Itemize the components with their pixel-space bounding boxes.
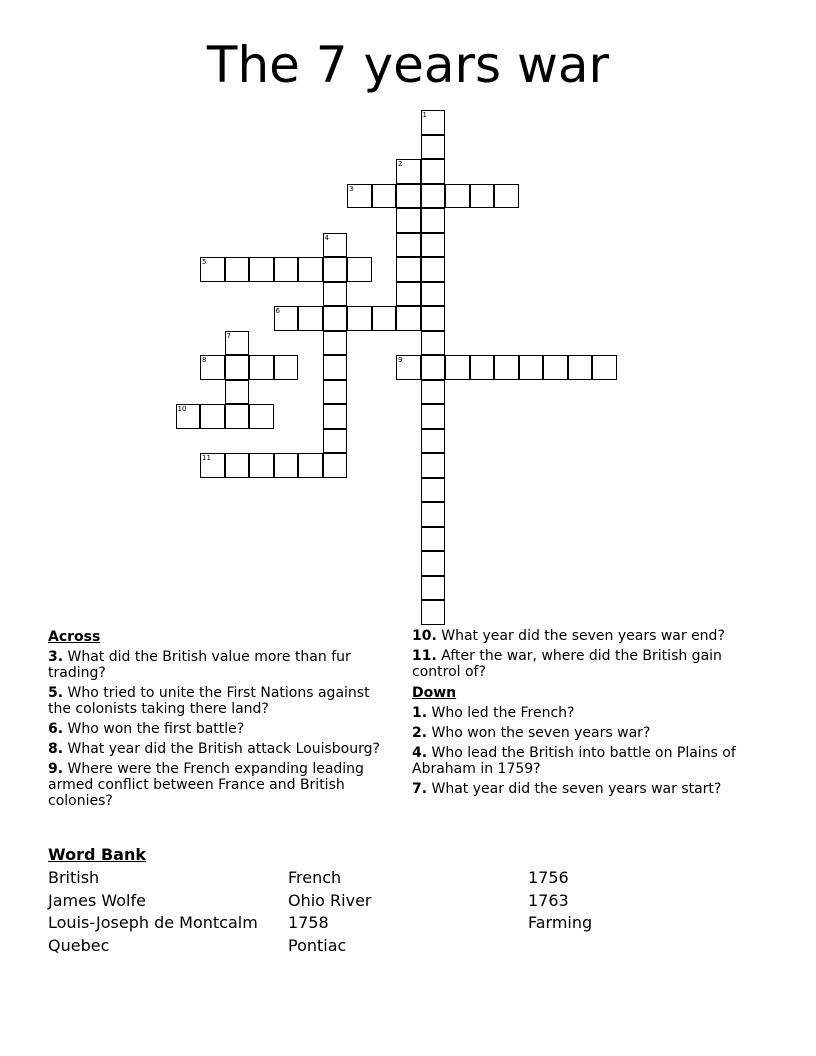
crossword-cell[interactable]: [421, 233, 446, 258]
cell-number: 7: [226, 331, 231, 340]
clue-number: 2.: [412, 725, 428, 741]
word-bank-item: Quebec: [48, 936, 110, 956]
crossword-cell[interactable]: [421, 306, 446, 331]
puzzle-title: The 7 years war: [206, 36, 610, 94]
clue-text: After the war, where did the British gain control of?: [412, 648, 722, 680]
crossword-cell[interactable]: [274, 306, 299, 331]
clue-across-6: [48, 721, 393, 737]
word-bank-column-1: [48, 867, 258, 958]
cell-number: 4: [324, 233, 329, 242]
crossword-cell[interactable]: [421, 184, 446, 209]
clues-left-column: [48, 628, 393, 813]
clue-number: 9.: [48, 761, 64, 777]
word-bank-item: 1758: [288, 913, 329, 933]
crossword-cell[interactable]: [347, 306, 372, 331]
crossword-cell[interactable]: [298, 453, 323, 478]
cell-number: 3: [349, 184, 354, 193]
crossword-cell[interactable]: [323, 282, 348, 307]
clue-text: Who won the seven years war?: [431, 725, 651, 741]
word-bank-column-3: [528, 867, 592, 935]
cell-number: 9: [398, 356, 403, 364]
crossword-cell[interactable]: [176, 404, 201, 429]
crossword-cell[interactable]: [396, 355, 421, 380]
crossword-cell[interactable]: [323, 233, 348, 258]
crossword-cell[interactable]: [592, 355, 617, 380]
crossword-cell[interactable]: [396, 306, 421, 331]
crossword-cell[interactable]: [323, 306, 348, 331]
crossword-cell[interactable]: [347, 257, 372, 282]
crossword-cell[interactable]: [396, 233, 421, 258]
clue-number: 3.: [48, 649, 64, 665]
crossword-cell[interactable]: [396, 159, 421, 184]
crossword-cell[interactable]: [298, 257, 323, 282]
crossword-cell[interactable]: [421, 355, 446, 380]
crossword-cell[interactable]: [323, 429, 348, 454]
clue-across-5: [48, 685, 393, 717]
crossword-cell[interactable]: [323, 453, 348, 478]
crossword-cell[interactable]: [421, 551, 446, 576]
cell-number: 11: [202, 454, 211, 462]
word-bank-column-2: [288, 867, 372, 958]
crossword-cell[interactable]: [323, 380, 348, 405]
clue-text: Where were the French expanding leading armed conflict between France and British colonies?: [48, 761, 364, 809]
clue-text: Who tried to unite the First Nations against the colonists taking there land?: [48, 685, 370, 717]
crossword-cell[interactable]: [421, 331, 446, 356]
clue-number: 7.: [412, 781, 428, 797]
crossword-cell[interactable]: [249, 404, 274, 429]
cell-number: 6: [275, 307, 280, 315]
crossword-cell[interactable]: [323, 331, 348, 356]
clue-down-4: [412, 745, 762, 777]
crossword-cell[interactable]: [323, 355, 348, 380]
crossword-cell[interactable]: [421, 527, 446, 552]
clue-across-9: [48, 761, 393, 809]
down-heading: Down: [412, 685, 457, 701]
cell-number: 10: [177, 405, 187, 413]
crossword-cell[interactable]: [421, 478, 446, 503]
crossword-cell[interactable]: [421, 502, 446, 527]
clue-number: 1.: [412, 705, 428, 721]
clue-number: 8.: [48, 741, 64, 757]
crossword-cell[interactable]: [396, 208, 421, 233]
clue-number: 4.: [412, 745, 428, 761]
word-bank-item: Pontiac: [288, 936, 347, 956]
crossword-cell[interactable]: [421, 600, 446, 625]
clue-down-1: [412, 705, 762, 721]
crossword-cell[interactable]: [470, 184, 495, 209]
crossword-cell[interactable]: [200, 404, 225, 429]
clue-number: 6.: [48, 721, 64, 737]
across-heading: Across: [48, 629, 101, 645]
word-bank-item: British: [48, 868, 100, 887]
cell-number: 2: [398, 160, 403, 168]
crossword-cell[interactable]: [494, 355, 519, 380]
clue-text: Who led the French?: [431, 705, 575, 721]
cell-number: 8: [202, 356, 207, 364]
crossword-cell[interactable]: [421, 380, 446, 405]
word-bank-item: Farming: [528, 913, 593, 933]
word-bank-item: 1756: [528, 868, 569, 887]
crossword-cell[interactable]: [249, 453, 274, 478]
word-bank-item: Ohio River: [288, 890, 372, 910]
crossword-cell[interactable]: [421, 429, 446, 454]
clue-across-10: [412, 628, 762, 644]
crossword-cell[interactable]: [494, 184, 519, 209]
crossword-cell[interactable]: [396, 184, 421, 209]
crossword-cell[interactable]: [421, 208, 446, 233]
clue-text: What year did the seven years war start?: [431, 781, 722, 797]
word-bank-item: Louis-Joseph de Montcalm: [48, 913, 258, 933]
crossword-cell[interactable]: [396, 282, 421, 307]
clue-number: 10.: [412, 628, 437, 644]
crossword-cell[interactable]: [421, 282, 446, 307]
crossword-cell[interactable]: [445, 184, 470, 209]
crossword-cell[interactable]: [421, 135, 446, 160]
cell-number: 5: [202, 258, 207, 266]
crossword-cell[interactable]: [225, 380, 250, 405]
clue-across-3: [48, 649, 393, 681]
clue-text: What year did the seven years war end?: [441, 628, 725, 644]
crossword-cell[interactable]: [274, 453, 299, 478]
crossword-cell[interactable]: [249, 257, 274, 282]
clues-right-column: [412, 628, 762, 801]
clue-number: 5.: [48, 685, 64, 701]
crossword-cell[interactable]: [225, 453, 250, 478]
crossword-cell[interactable]: [323, 257, 348, 282]
word-bank-item: 1763: [528, 890, 569, 910]
crossword-cell[interactable]: [274, 355, 299, 380]
crossword-cell[interactable]: [225, 331, 250, 356]
crossword-cell[interactable]: [225, 404, 250, 429]
clue-text: Who lead the British into battle on Plains of Abraham in 1759?: [412, 745, 736, 777]
crossword-cell[interactable]: [421, 404, 446, 429]
crossword-cell[interactable]: [519, 355, 544, 380]
crossword-cell[interactable]: [372, 306, 397, 331]
clue-down-7: [412, 781, 762, 797]
crossword-cell[interactable]: [323, 404, 348, 429]
cell-number: 1: [422, 111, 427, 119]
crossword-cell[interactable]: [200, 355, 225, 380]
crossword-cell[interactable]: [298, 306, 323, 331]
crossword-cell[interactable]: [421, 576, 446, 601]
crossword-cell[interactable]: [347, 184, 372, 209]
clue-text: What year did the British attack Louisbourg?: [67, 741, 380, 757]
crossword-cell[interactable]: [372, 184, 397, 209]
clue-across-11: [412, 648, 762, 680]
clue-number: 11.: [412, 648, 437, 664]
clue-down-2: [412, 725, 762, 741]
clue-across-8: [48, 741, 393, 757]
crossword-cell[interactable]: [274, 257, 299, 282]
crossword-cell[interactable]: [225, 355, 250, 380]
word-bank-item: French: [288, 868, 342, 887]
crossword-cell[interactable]: [421, 159, 446, 184]
crossword-cell[interactable]: [543, 355, 568, 380]
crossword-cell[interactable]: [396, 257, 421, 282]
crossword-cell[interactable]: [225, 257, 250, 282]
crossword-cell[interactable]: [421, 110, 446, 135]
crossword-cell[interactable]: [470, 355, 495, 380]
clue-text: Who won the first battle?: [67, 721, 245, 737]
crossword-cell[interactable]: [445, 355, 470, 380]
crossword-cell[interactable]: [421, 257, 446, 282]
crossword-cell[interactable]: [200, 257, 225, 282]
crossword-cell[interactable]: [249, 355, 274, 380]
crossword-cell[interactable]: [200, 453, 225, 478]
word-bank-heading: Word Bank: [48, 845, 147, 864]
crossword-cell[interactable]: [421, 453, 446, 478]
crossword-cell[interactable]: [568, 355, 593, 380]
clue-text: What did the British value more than fur trading?: [48, 649, 351, 681]
word-bank-item: James Wolfe: [48, 890, 146, 910]
